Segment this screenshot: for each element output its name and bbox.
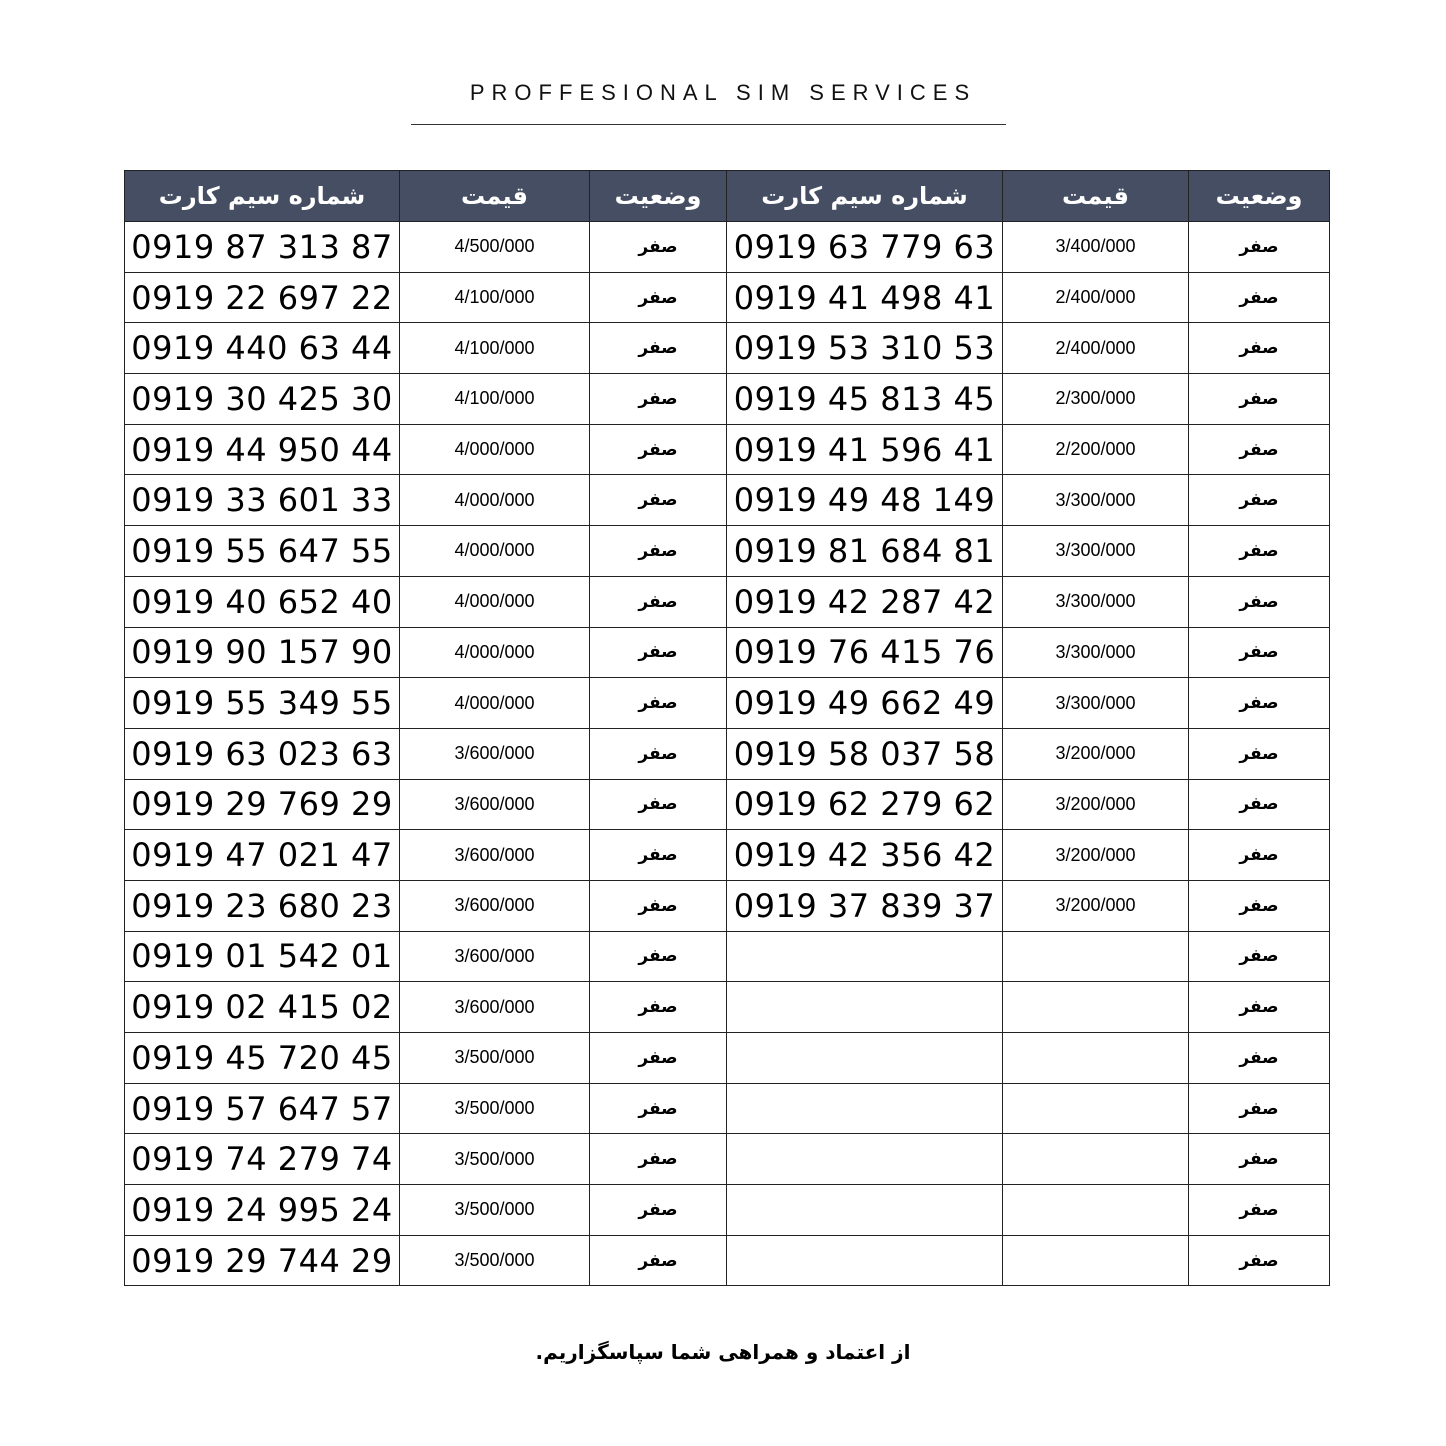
price-cell-left: 4/000/000 [400, 526, 590, 577]
footer-thanks-note: از اعتماد و همراهی شما سپاسگزاریم. [535, 1340, 911, 1364]
status-cell-right: صفر [1189, 678, 1330, 729]
number-cell-right [727, 1083, 1003, 1134]
status-cell-left: صفر [590, 982, 727, 1033]
status-cell-left: صفر [590, 1083, 727, 1134]
price-cell-left: 3/500/000 [400, 1185, 590, 1236]
number-cell-right: 0919 42 287 42 [727, 576, 1003, 627]
number-cell-right: 0919 41 498 41 [727, 272, 1003, 323]
status-cell-left: صفر [590, 424, 727, 475]
status-cell-right: صفر [1189, 880, 1330, 931]
status-cell-left: صفر [590, 1185, 727, 1236]
brand-title: PROFFESIONAL SIM SERVICES [469, 80, 977, 105]
status-cell-left: صفر [590, 576, 727, 627]
price-cell-right: 3/200/000 [1003, 880, 1189, 931]
price-cell-right [1003, 982, 1189, 1033]
status-cell-right: صفر [1189, 526, 1330, 577]
price-cell-right: 3/300/000 [1003, 576, 1189, 627]
price-cell-left: 4/100/000 [400, 374, 590, 425]
number-cell-left: 0919 55 349 55 [125, 678, 400, 729]
number-cell-left: 0919 33 601 33 [125, 475, 400, 526]
number-cell-right [727, 982, 1003, 1033]
price-cell-right [1003, 931, 1189, 982]
number-cell-right: 0919 41 596 41 [727, 424, 1003, 475]
number-cell-right [727, 1033, 1003, 1084]
sim-price-table [124, 170, 1330, 1286]
table-row [125, 678, 1330, 729]
price-cell-right [1003, 1083, 1189, 1134]
price-cell-left: 3/600/000 [400, 880, 590, 931]
number-cell-right: 0919 42 356 42 [727, 830, 1003, 881]
price-cell-right: 3/200/000 [1003, 728, 1189, 779]
header-price-left: قیمت [400, 171, 590, 222]
number-cell-right: 0919 63 779 63 [727, 222, 1003, 273]
header-number-right: شماره سیم کارت [727, 171, 1003, 222]
table-row [125, 272, 1330, 323]
status-cell-left: صفر [590, 272, 727, 323]
status-cell-right: صفر [1189, 1134, 1330, 1185]
price-cell-right: 3/200/000 [1003, 779, 1189, 830]
number-cell-left: 0919 02 415 02 [125, 982, 400, 1033]
status-cell-right: صفر [1189, 475, 1330, 526]
number-cell-left: 0919 90 157 90 [125, 627, 400, 678]
header-price-right: قیمت [1003, 171, 1189, 222]
table-row [125, 1083, 1330, 1134]
table-row [125, 931, 1330, 982]
number-cell-right: 0919 58 037 58 [727, 728, 1003, 779]
number-cell-right: 0919 49 662 49 [727, 678, 1003, 729]
status-cell-left: صفر [590, 526, 727, 577]
number-cell-left: 0919 01 542 01 [125, 931, 400, 982]
status-cell-left: صفر [590, 1134, 727, 1185]
status-cell-right: صفر [1189, 424, 1330, 475]
status-cell-right: صفر [1189, 830, 1330, 881]
status-cell-right: صفر [1189, 1083, 1330, 1134]
number-cell-right [727, 1134, 1003, 1185]
price-cell-left: 3/500/000 [400, 1235, 590, 1286]
status-cell-left: صفر [590, 779, 727, 830]
number-cell-left: 0919 22 697 22 [125, 272, 400, 323]
table-row [125, 982, 1330, 1033]
status-cell-right: صفر [1189, 374, 1330, 425]
price-cell-left: 3/600/000 [400, 728, 590, 779]
number-cell-left: 0919 30 425 30 [125, 374, 400, 425]
brand-divider [411, 124, 1006, 125]
status-cell-right: صفر [1189, 627, 1330, 678]
status-cell-right: صفر [1189, 779, 1330, 830]
status-cell-left: صفر [590, 728, 727, 779]
number-cell-left: 0919 55 647 55 [125, 526, 400, 577]
status-cell-right: صفر [1189, 1033, 1330, 1084]
price-cell-right: 3/300/000 [1003, 627, 1189, 678]
number-cell-left: 0919 440 63 44 [125, 323, 400, 374]
table-row [125, 222, 1330, 273]
table-header-row [125, 171, 1330, 222]
status-cell-right: صفر [1189, 1185, 1330, 1236]
number-cell-right [727, 931, 1003, 982]
table-body [125, 222, 1330, 1286]
price-cell-left: 4/000/000 [400, 424, 590, 475]
header-status-left: وضعیت [590, 171, 727, 222]
status-cell-left: صفر [590, 678, 727, 729]
price-cell-right: 3/300/000 [1003, 475, 1189, 526]
number-cell-left: 0919 23 680 23 [125, 880, 400, 931]
table-row [125, 728, 1330, 779]
table-row [125, 627, 1330, 678]
price-cell-left: 3/600/000 [400, 779, 590, 830]
table-row [125, 779, 1330, 830]
price-cell-left: 4/000/000 [400, 678, 590, 729]
price-cell-right [1003, 1033, 1189, 1084]
table-row [125, 880, 1330, 931]
table-row [125, 830, 1330, 881]
number-cell-right: 0919 62 279 62 [727, 779, 1003, 830]
status-cell-right: صفر [1189, 272, 1330, 323]
table-row [125, 475, 1330, 526]
status-cell-right: صفر [1189, 728, 1330, 779]
number-cell-left: 0919 44 950 44 [125, 424, 400, 475]
status-cell-left: صفر [590, 880, 727, 931]
status-cell-right: صفر [1189, 982, 1330, 1033]
price-cell-left: 4/100/000 [400, 272, 590, 323]
table-row [125, 526, 1330, 577]
price-cell-left: 3/600/000 [400, 830, 590, 881]
number-cell-right: 0919 76 415 76 [727, 627, 1003, 678]
price-cell-left: 3/600/000 [400, 982, 590, 1033]
header-status-right: وضعیت [1189, 171, 1330, 222]
number-cell-left: 0919 45 720 45 [125, 1033, 400, 1084]
number-cell-right: 0919 49 48 149 [727, 475, 1003, 526]
number-cell-left: 0919 29 744 29 [125, 1235, 400, 1286]
status-cell-left: صفر [590, 627, 727, 678]
table-row [125, 576, 1330, 627]
number-cell-left: 0919 57 647 57 [125, 1083, 400, 1134]
table-row [125, 323, 1330, 374]
status-cell-right: صفر [1189, 222, 1330, 273]
table-row [125, 1185, 1330, 1236]
price-cell-right: 3/200/000 [1003, 830, 1189, 881]
price-cell-left: 4/000/000 [400, 627, 590, 678]
status-cell-right: صفر [1189, 576, 1330, 627]
status-cell-right: صفر [1189, 323, 1330, 374]
price-cell-right: 2/300/000 [1003, 374, 1189, 425]
number-cell-right: 0919 45 813 45 [727, 374, 1003, 425]
number-cell-right [727, 1235, 1003, 1286]
status-cell-left: صفر [590, 475, 727, 526]
price-cell-left: 4/100/000 [400, 323, 590, 374]
price-cell-right: 2/200/000 [1003, 424, 1189, 475]
number-cell-left: 0919 29 769 29 [125, 779, 400, 830]
number-cell-left: 0919 47 021 47 [125, 830, 400, 881]
price-cell-left: 3/600/000 [400, 931, 590, 982]
status-cell-left: صفر [590, 323, 727, 374]
status-cell-left: صفر [590, 374, 727, 425]
number-cell-left: 0919 40 652 40 [125, 576, 400, 627]
table-row [125, 1235, 1330, 1286]
price-cell-right [1003, 1185, 1189, 1236]
number-cell-right: 0919 53 310 53 [727, 323, 1003, 374]
status-cell-right: صفر [1189, 1235, 1330, 1286]
table-row [125, 374, 1330, 425]
price-cell-right: 3/400/000 [1003, 222, 1189, 273]
status-cell-left: صفر [590, 931, 727, 982]
price-cell-left: 3/500/000 [400, 1033, 590, 1084]
price-cell-right: 3/300/000 [1003, 678, 1189, 729]
price-cell-right: 2/400/000 [1003, 272, 1189, 323]
price-cell-left: 3/500/000 [400, 1134, 590, 1185]
price-cell-right: 2/400/000 [1003, 323, 1189, 374]
price-cell-right: 3/300/000 [1003, 526, 1189, 577]
status-cell-right: صفر [1189, 931, 1330, 982]
header-number-left: شماره سیم کارت [125, 171, 400, 222]
number-cell-right [727, 1185, 1003, 1236]
price-cell-left: 4/000/000 [400, 475, 590, 526]
number-cell-left: 0919 63 023 63 [125, 728, 400, 779]
status-cell-left: صفر [590, 222, 727, 273]
number-cell-left: 0919 24 995 24 [125, 1185, 400, 1236]
table-row [125, 424, 1330, 475]
price-cell-right [1003, 1134, 1189, 1185]
status-cell-left: صفر [590, 830, 727, 881]
price-cell-right [1003, 1235, 1189, 1286]
number-cell-right: 0919 81 684 81 [727, 526, 1003, 577]
number-cell-right: 0919 37 839 37 [727, 880, 1003, 931]
price-cell-left: 3/500/000 [400, 1083, 590, 1134]
price-cell-left: 4/500/000 [400, 222, 590, 273]
status-cell-left: صفر [590, 1033, 727, 1084]
number-cell-left: 0919 74 279 74 [125, 1134, 400, 1185]
table-row [125, 1134, 1330, 1185]
table-row [125, 1033, 1330, 1084]
status-cell-left: صفر [590, 1235, 727, 1286]
price-cell-left: 4/000/000 [400, 576, 590, 627]
number-cell-left: 0919 87 313 87 [125, 222, 400, 273]
